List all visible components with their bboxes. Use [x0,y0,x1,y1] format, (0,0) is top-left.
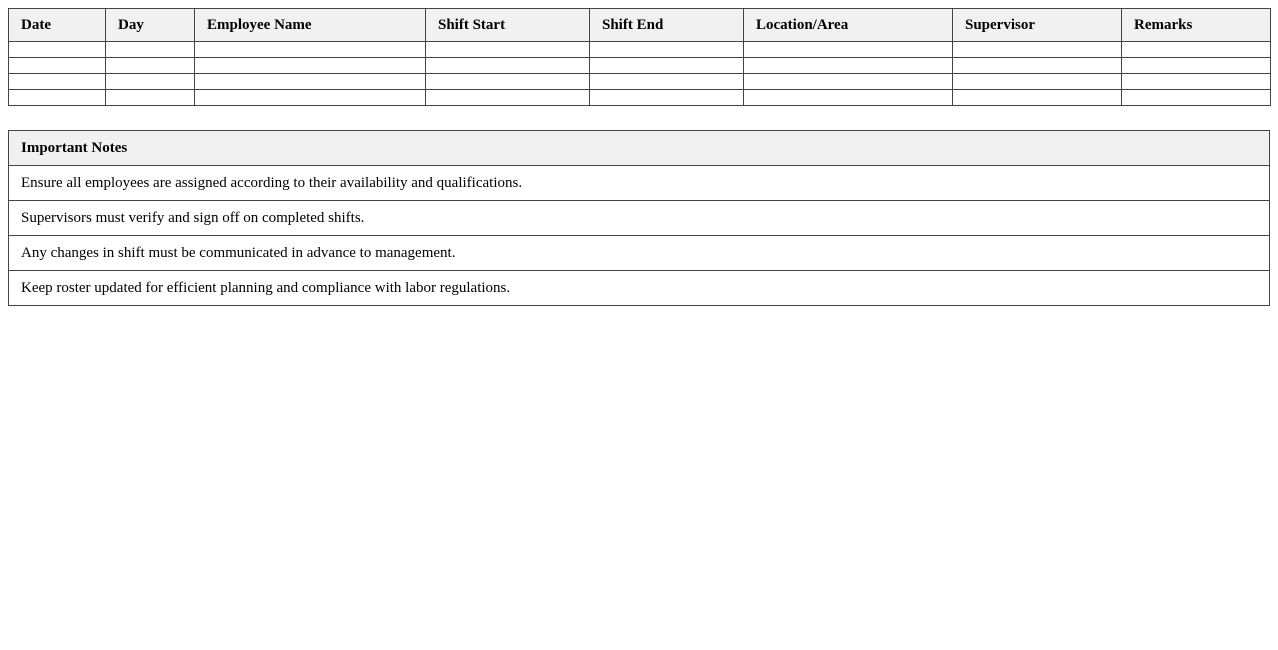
table-row [9,74,1271,90]
cell-shift-end [590,58,744,74]
cell-remarks [1122,90,1271,106]
cell-date [9,42,106,58]
cell-day [106,58,195,74]
cell-shift-start [426,74,590,90]
cell-date [9,74,106,90]
cell-day [106,42,195,58]
note-text: Ensure all employees are assigned according to their availability and qualifications. [9,166,1270,201]
cell-location-area [744,42,953,58]
cell-location-area [744,74,953,90]
cell-day [106,74,195,90]
cell-supervisor [953,58,1122,74]
cell-shift-end [590,90,744,106]
cell-remarks [1122,74,1271,90]
note-text: Supervisors must verify and sign off on completed shifts. [9,201,1270,236]
cell-remarks [1122,58,1271,74]
cell-supervisor [953,90,1122,106]
cell-employee-name [195,90,426,106]
important-notes-table [8,130,1270,306]
cell-shift-start [426,42,590,58]
roster-table [8,8,1271,106]
roster-header-row [9,9,1271,42]
list-item [9,271,1270,306]
document-page [0,0,1278,306]
header-employee-name: Employee Name [195,9,426,42]
header-location-area: Location/Area [744,9,953,42]
cell-date [9,58,106,74]
list-item [9,166,1270,201]
cell-supervisor [953,74,1122,90]
notes-title: Important Notes [9,131,1270,166]
cell-shift-start [426,90,590,106]
header-supervisor: Supervisor [953,9,1122,42]
header-date: Date [9,9,106,42]
cell-day [106,90,195,106]
cell-supervisor [953,42,1122,58]
header-remarks: Remarks [1122,9,1271,42]
cell-shift-start [426,58,590,74]
table-row [9,58,1271,74]
cell-employee-name [195,58,426,74]
table-row [9,42,1271,58]
note-text: Keep roster updated for efficient planning and compliance with labor regulations. [9,271,1270,306]
list-item [9,236,1270,271]
table-row [9,90,1271,106]
cell-employee-name [195,42,426,58]
cell-date [9,90,106,106]
notes-header-row [9,131,1270,166]
cell-shift-end [590,42,744,58]
header-shift-end: Shift End [590,9,744,42]
cell-shift-end [590,74,744,90]
header-shift-start: Shift Start [426,9,590,42]
cell-employee-name [195,74,426,90]
cell-remarks [1122,42,1271,58]
cell-location-area [744,90,953,106]
list-item [9,201,1270,236]
header-day: Day [106,9,195,42]
cell-location-area [744,58,953,74]
note-text: Any changes in shift must be communicated in advance to management. [9,236,1270,271]
